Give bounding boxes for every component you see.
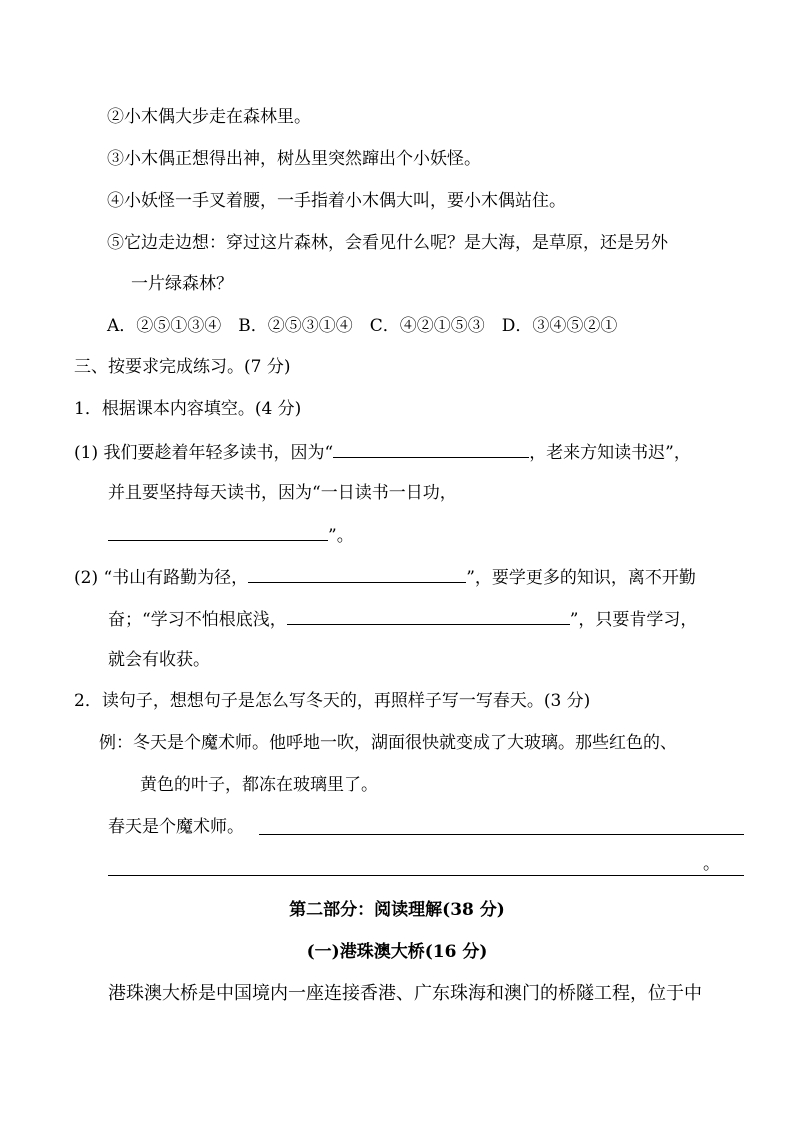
q1-p2-line3: 就会有收获。: [108, 650, 210, 670]
story-item-4: ④小妖怪一手叉着腰，一手指着小木偶大叫，要小木偶站住。: [107, 191, 566, 211]
story-item-2: ②小木偶大步走在森林里。: [107, 107, 311, 127]
story-item-3: ③小木偶正想得出神，树丛里突然蹿出个小妖怪。: [107, 149, 481, 169]
q1-p2-line1: [74, 564, 696, 590]
answer-choices: A．②⑤①③④ B．②⑤③①④ C．④②①⑤③ D．③④⑤②①: [107, 316, 618, 336]
q1-p2-mid: ”，要学更多的知识，离不开勤: [466, 568, 696, 588]
q1-p1-prefix: (1) 我们要趁着年轻多读书，因为“: [74, 443, 334, 463]
story-item-5-line1: ⑤它边走边想：穿过这片森林，会看见什么呢？是大海，是草原，还是另外: [107, 233, 668, 253]
q1-p2-line2-suffix: ”，只要肯学习，: [569, 610, 698, 630]
q2-answer-line2[interactable]: [108, 875, 744, 876]
q2-answer-line1[interactable]: [259, 834, 744, 835]
q1-p2-blank1[interactable]: [248, 564, 466, 583]
q2-answer-prefix: 春天是个魔术师。: [108, 817, 244, 837]
q1-p1-blank2[interactable]: [108, 522, 328, 541]
q1-p2-blank2[interactable]: [287, 606, 570, 625]
q1-p2-prefix: (2) “书山有路勤为径，: [74, 568, 249, 588]
q1-p1-line2: 并且要坚持每天读书，因为“一日读书一日功，: [108, 483, 457, 503]
q1-p1-line3-end: ”。: [328, 526, 354, 546]
passage-line1: 港珠澳大桥是中国境内一座连接香港、广东珠海和澳门的桥隧工程，位于中: [108, 983, 702, 1004]
q1-p1-line1: [74, 439, 691, 465]
q1-title: 1．根据课本内容填空。(4 分): [74, 399, 302, 419]
passage-title: (一)港珠澳大桥(16 分): [306, 942, 488, 962]
q2-example-line1: 例：冬天是个魔术师。他呼地一吹，湖面很快就变成了大玻璃。那些红色的、: [99, 733, 677, 753]
q1-p1-blank1[interactable]: [333, 439, 529, 458]
q2-answer-end: 。: [703, 854, 720, 874]
part2-heading: 第二部分：阅读理解(38 分): [289, 900, 505, 920]
q1-p1-suffix: ，老来方知读书迟”，: [529, 443, 691, 463]
q1-p2-line2: [108, 606, 697, 632]
story-item-5-line2: 一片绿森林？: [131, 274, 233, 294]
q1-p1-line3: [108, 522, 354, 548]
q1-p2-line2-prefix: 奋；“学习不怕根底浅，: [108, 610, 287, 630]
q2-example-line2: 黄色的叶子，都冻在玻璃里了。: [140, 775, 378, 795]
section3-heading: 三、按要求完成练习。(7 分): [74, 357, 291, 377]
q2-title: 2．读句子，想想句子是怎么写冬天的，再照样子写一写春天。(3 分): [74, 691, 591, 711]
